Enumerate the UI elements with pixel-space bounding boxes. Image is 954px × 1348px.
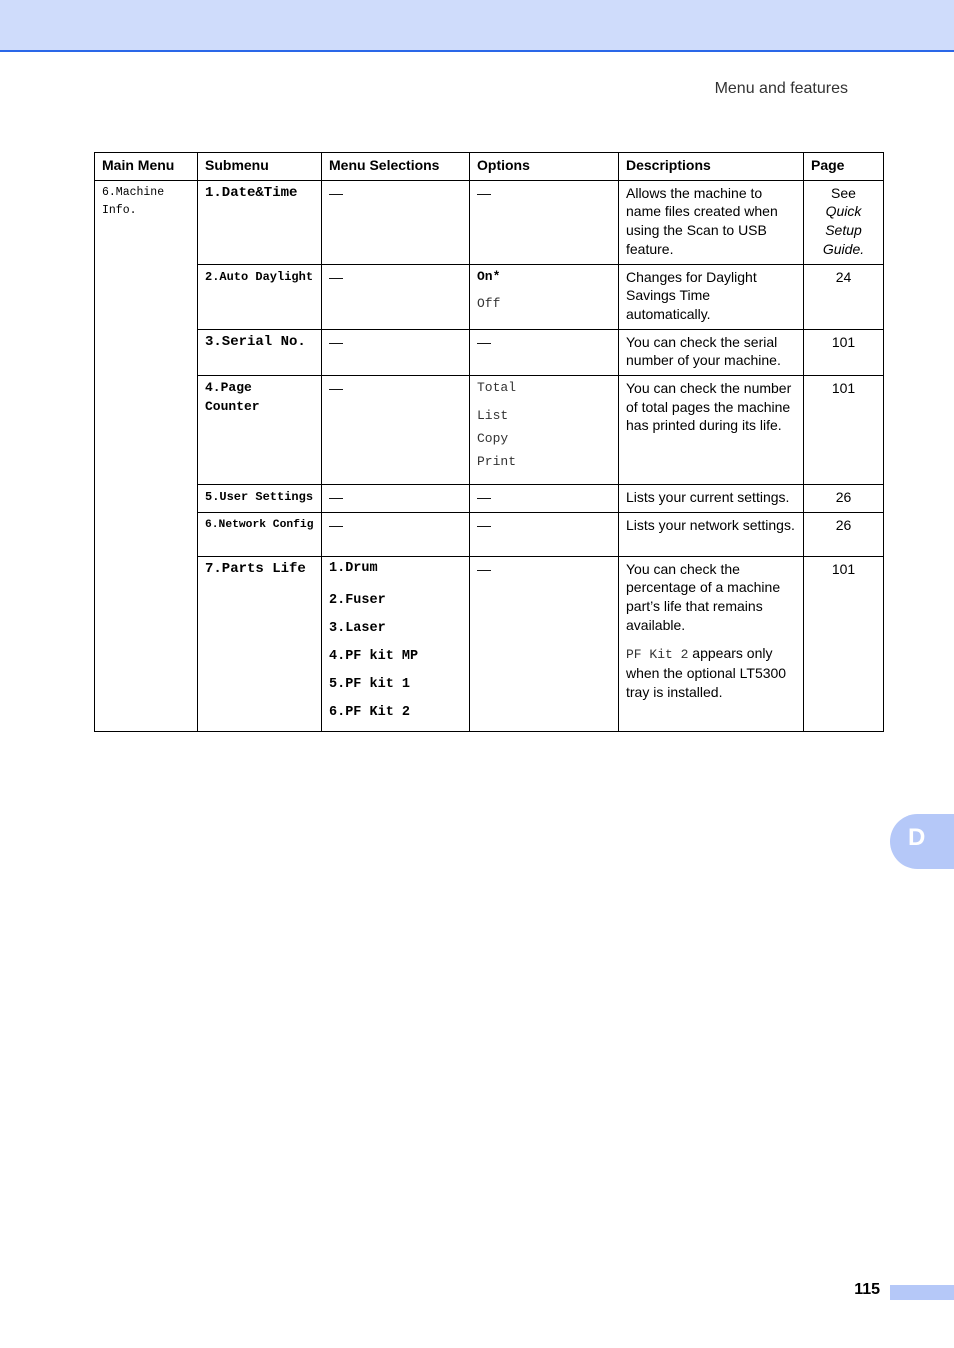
description-cell: Lists your network settings.: [619, 512, 804, 556]
table-row: [95, 556, 884, 732]
table-row: [95, 376, 884, 485]
table-row: [95, 329, 884, 375]
description-note: [626, 644, 796, 702]
submenu-cell: 3.Serial No.: [198, 329, 322, 375]
options-cell: —: [470, 329, 619, 375]
page-number-bar: [890, 1285, 954, 1300]
selections-cell: —: [322, 512, 470, 556]
main-menu-cell: 6.Machine Info.: [95, 180, 198, 732]
selections-cell: —: [322, 376, 470, 485]
option-total: Total: [477, 380, 517, 396]
submenu-cell: 7.Parts Life: [198, 556, 322, 732]
option-on: On*: [477, 268, 501, 284]
menu-table: [94, 152, 884, 732]
description-cell: Lists your current settings.: [619, 485, 804, 513]
submenu-cell: 5.User Settings: [198, 485, 322, 513]
selection-drum: 1.Drum: [329, 560, 378, 576]
submenu-cell: 2.Auto Daylight: [198, 264, 322, 329]
header-band: [0, 0, 954, 52]
page-ref-see: See: [831, 184, 856, 201]
table-row: [95, 512, 884, 556]
page-number: 115: [854, 1281, 880, 1298]
table-row: [95, 180, 884, 264]
page-cell: 101: [804, 376, 884, 485]
submenu-cell: 6.Network Config: [198, 512, 322, 556]
column-header-main-menu: Main Menu: [95, 153, 198, 181]
column-header-submenu: Submenu: [198, 153, 322, 181]
description-text: You can check the percentage of a machine part’s life that remains available.: [626, 560, 781, 633]
selections-cell: [322, 556, 470, 732]
description-cell: You can check the number of total pages the machine has printed during its life.: [619, 376, 804, 485]
table-row: [95, 264, 884, 329]
description-cell: Allows the machine to name files created when using the Scan to USB feature.: [619, 180, 804, 264]
selection-laser: 3.Laser: [329, 621, 386, 637]
chapter-tab: [890, 814, 954, 869]
option-copy: Copy: [477, 430, 509, 446]
submenu-cell: 1.Date&Time: [198, 180, 322, 264]
description-cell: Changes for Daylight Savings Time automatically.: [619, 264, 804, 329]
description-cell: You can check the serial number of your machine.: [619, 329, 804, 375]
table-row: [95, 485, 884, 513]
page-ref-setup: Setup: [825, 222, 862, 239]
selection-pf-kit-1: 5.PF kit 1: [329, 676, 411, 692]
column-header-page: Page: [804, 153, 884, 181]
options-cell: [470, 264, 619, 329]
selections-cell: —: [322, 485, 470, 513]
page-ref-quick: Quick: [825, 203, 862, 220]
page-cell: 101: [804, 329, 884, 375]
options-cell: [470, 376, 619, 485]
option-print: Print: [477, 453, 517, 469]
chapter-tab-label: D: [908, 824, 926, 851]
selection-fuser: 2.Fuser: [329, 593, 386, 609]
selection-pf-kit-2: 6.PF Kit 2: [329, 704, 411, 720]
option-list: List: [477, 407, 509, 423]
description-note-code: PF Kit 2: [626, 646, 689, 662]
selections-cell: —: [322, 329, 470, 375]
selection-pf-kit-mp: 4.PF kit MP: [329, 649, 419, 665]
page-cell: 26: [804, 485, 884, 513]
options-cell: —: [470, 512, 619, 556]
options-cell: —: [470, 556, 619, 732]
page-cell: 24: [804, 264, 884, 329]
column-header-menu-selections: Menu Selections: [322, 153, 470, 181]
options-cell: —: [470, 485, 619, 513]
page-cell: 26: [804, 512, 884, 556]
column-header-options: Options: [470, 153, 619, 181]
page-ref-guide: Guide.: [822, 240, 865, 257]
selections-cell: —: [322, 264, 470, 329]
selections-cell: —: [322, 180, 470, 264]
page-cell: 101: [804, 556, 884, 732]
running-title: Menu and features: [714, 80, 848, 97]
description-note-text: appears only when the optional LT5300 tray is installed.: [626, 644, 787, 700]
table-header-row: [95, 153, 884, 181]
column-header-descriptions: Descriptions: [619, 153, 804, 181]
option-off: Off: [477, 296, 501, 312]
page-cell: [804, 180, 884, 264]
options-cell: —: [470, 180, 619, 264]
description-cell: [619, 556, 804, 732]
submenu-cell: 4.Page Counter: [198, 376, 322, 485]
